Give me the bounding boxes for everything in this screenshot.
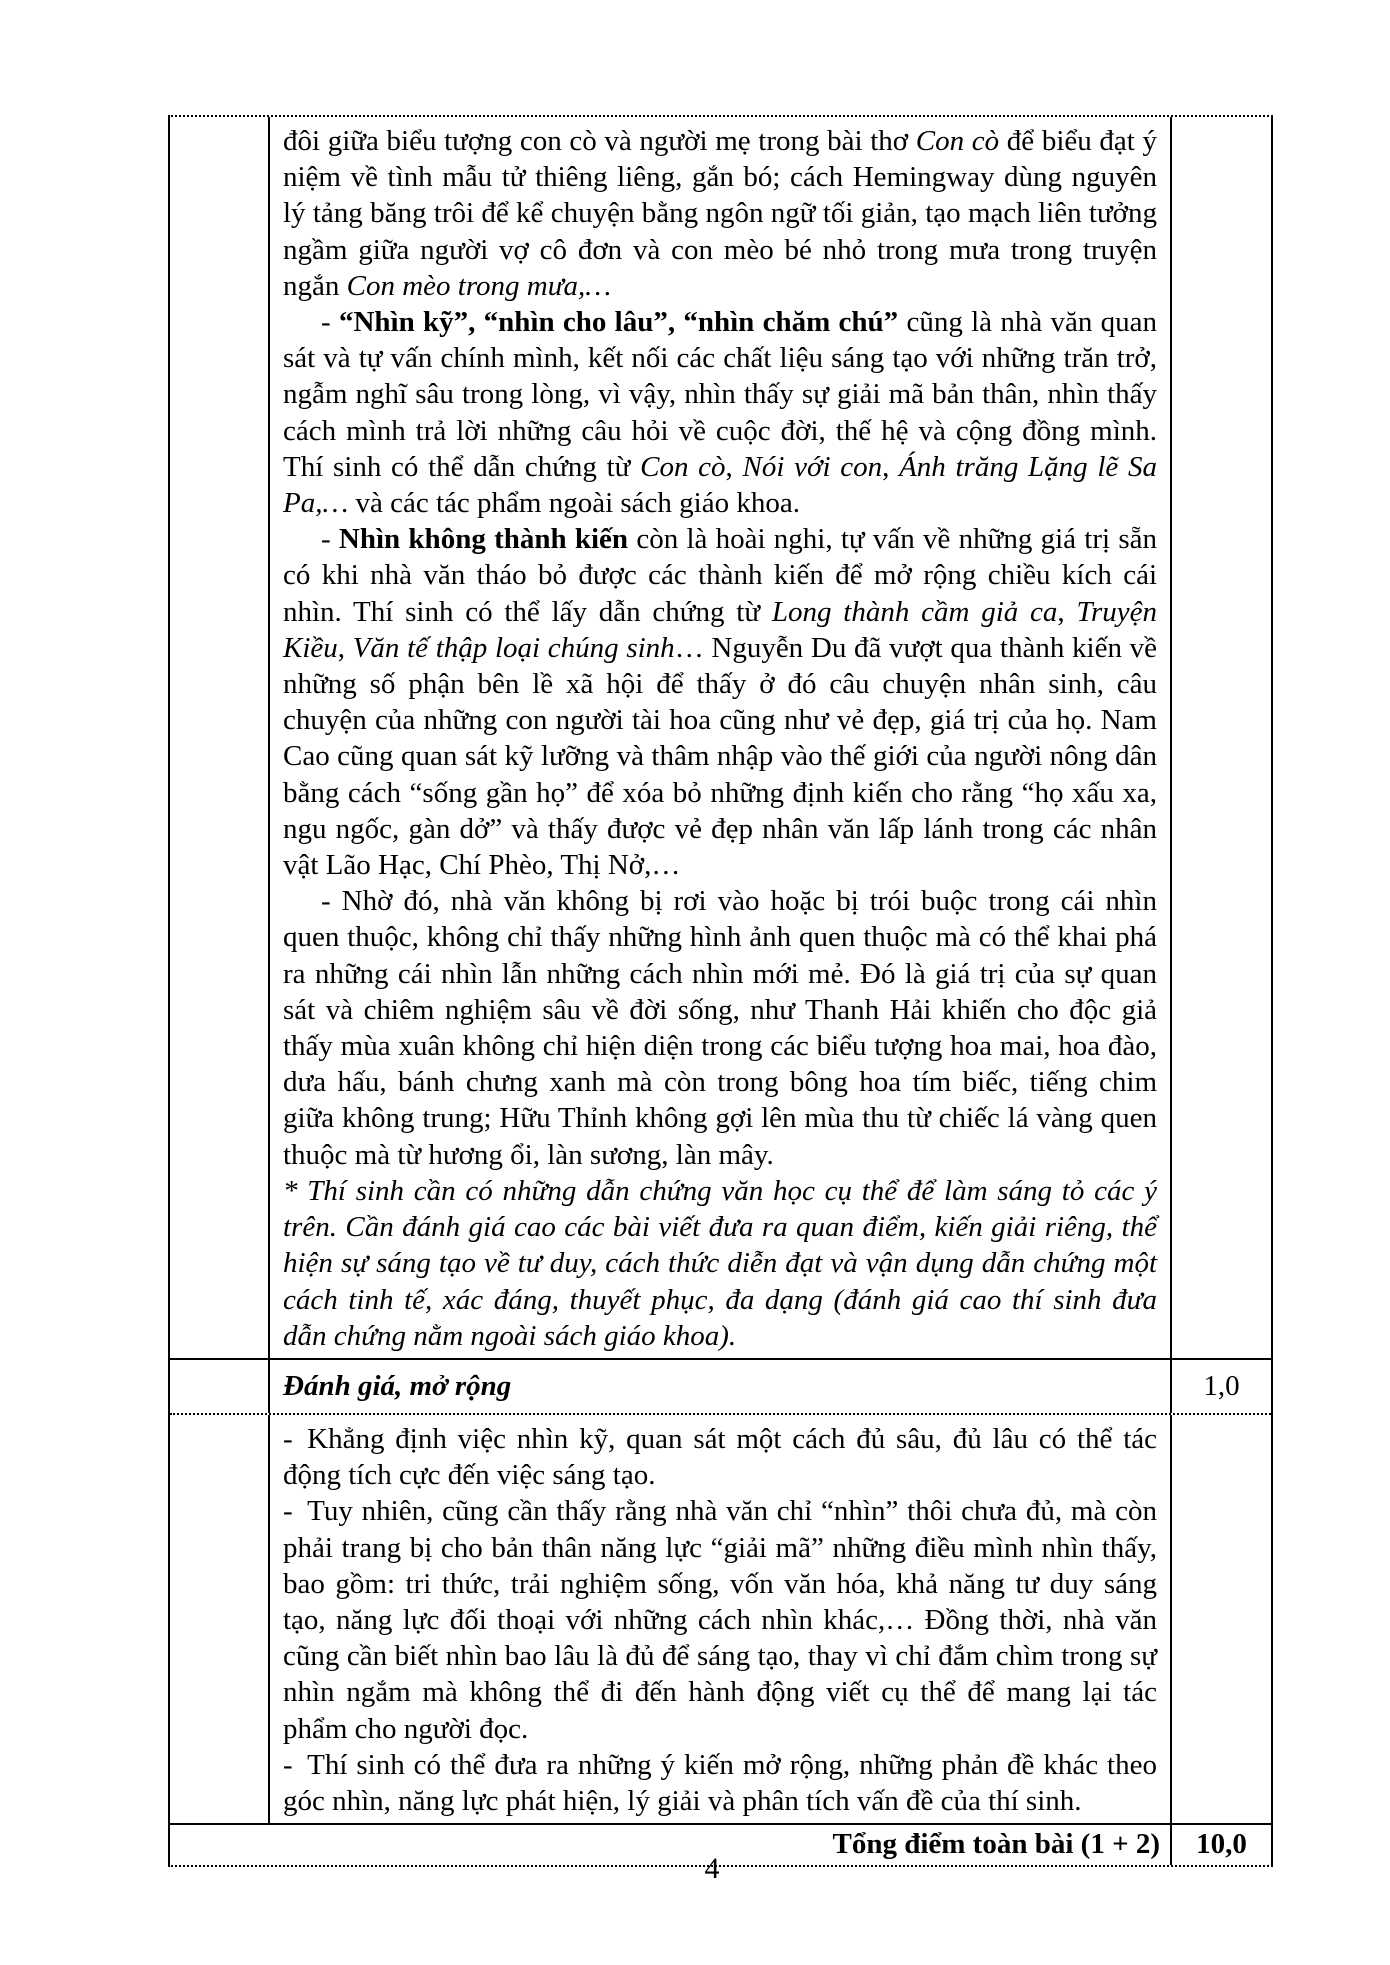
total-score-label: Tổng điểm toàn bài (1 + 2) [170,1825,1172,1865]
section-number-cell [170,1360,270,1413]
page-number: 4 [704,1852,720,1885]
evaluation-heading: Đánh giá, mở rộng [270,1360,1172,1413]
score-cell [1172,117,1271,1358]
grading-rubric-table [168,115,1273,1867]
paragraph-nho-do: - Nhờ đó, nhà văn không bị rơi vào hoặc bị trói buộc trong cái nhìn quen thuộc, không chỉ thấy những hình ảnh quen thuộc mà có thể khai phá ra những cái nhìn lẫn những cách nhìn mới mẻ. Đó là giá trị của sự quan sát và chiêm nghiệm sâu về đời sống, như Thanh Hải khiến cho độc giả thấy mùa xuân không chỉ hiện diện trong các biểu tượng hoa mai, hoa đào, dưa hấu, bánh chưng xanh mà còn trong bông hoa tím biếc, tiếng chim giữa không trung; Hữu Thỉnh không gợi lên mùa thu từ chiếc lá vàng quen thuộc mà từ hương ổi, làn sương, làn mây. [283,885,1157,1171]
paragraph-nhin-khong-thanh-kien: - Nhìn không thành kiến còn là hoài nghi, tự vấn về những giá trị sẵn có khi nhà văn tháo bỏ được các thành kiến để mở rộng chiều kích cái nhìn. Thí sinh có thể lấy dẫn chứng từ Long thành cầm giả ca, Truyện Kiều, Văn tế thập loại chúng sinh… Nguyễn Du đã vượt qua thành kiến về những số phận bên lề xã hội để thấy ở đó câu chuyện nhân sinh, câu chuyện của những con người tài hoa cũng như vẻ đẹp, giá trị của họ. Nam Cao cũng quan sát kỹ lưỡng và thâm nhập vào thế giới của người nông dân bằng cách “sống gần họ” để xóa bỏ những định kiến cho rằng “họ xấu xa, ngu ngốc, gàn dở” và thấy được vẻ đẹp nhân văn lấp lánh trong các nhân vật Lão Hạc, Chí Phèo, Thị Nở,… [283,523,1158,882]
section-number-cell [170,117,270,1358]
evaluation-body-row [170,1413,1271,1823]
paragraph-thi-sinh-mo-rong: - Thí sinh có thể đưa ra những ý kiến mở rộng, những phản đề khác theo góc nhìn, năng lực phát hiện, lý giải và phân tích vấn đề của thí sinh. [283,1748,1157,1817]
paragraph-khang-dinh: - Khẳng định việc nhìn kỹ, quan sát một cách đủ sâu, đủ lâu có thể tác động tích cực đến việc sáng tạo. [283,1422,1157,1492]
paragraph-examiner-note: * Thí sinh cần có những dẫn chứng văn học cụ thể để làm sáng tỏ các ý trên. Cần đánh giá cao các bài viết đưa ra quan điểm, kiến giải riêng, thể hiện sự sáng tạo về tư duy, cách thức diễn đạt và vận dụng dẫn chứng một cách tinh tế, xác đáng, thuyết phục, đa dạng (đánh giá cao thí sinh đưa dẫn chứng nằm ngoài sách giáo khoa). [283,1174,1157,1352]
score-value: 1,0 [1203,1369,1240,1402]
criteria-text-cell [270,117,1172,1358]
evaluation-text-cell [270,1415,1172,1823]
total-score-value: 10,0 [1196,1828,1247,1861]
continuation-row [170,117,1271,1358]
score-cell [1172,1415,1271,1823]
paragraph-nhin-ky: - “Nhìn kỹ”, “nhìn cho lâu”, “nhìn chăm chú” cũng là nhà văn quan sát và tự vấn chính mình, kết nối các chất liệu sáng tạo với những trăn trở, ngẫm nghĩ sâu trong lòng, vì vậy, nhìn thấy sự giải mã bản thân, nhìn thấy cách mình trả lời những câu hỏi về cuộc đời, thế hệ và cộng đồng mình. Thí sinh có thể dẫn chứng từ Con cò, Nói với con, Ánh trăng Lặng lẽ Sa Pa,… và các tác phẩm ngoài sách giáo khoa. [283,306,1158,520]
paragraph-tuy-nhien: - Tuy nhiên, cũng cần thấy rằng nhà văn chỉ “nhìn” thôi chưa đủ, mà còn phải trang bị cho bản thân năng lực “giải mã” những điều mình nhìn thấy, bao gồm: tri thức, trải nghiệm sống, vốn văn hóa, khả năng tư duy sáng tạo, năng lực đối thoại với những cách nhìn khác,… Đồng thời, nhà văn cũng cần biết nhìn bao lâu là đủ để sáng tạo, thay vì chỉ đắm chìm trong sự nhìn ngắm mà không thể đi đến hành động viết cụ thể để mang lại tác phẩm cho người đọc. [283,1495,1157,1745]
section-number-cell [170,1415,270,1823]
paragraph-symbolism-examples: đôi giữa biểu tượng con cò và người mẹ trong bài thơ Con cò để biểu đạt ý niệm về tình mẫu tử thiêng liêng, gắn bó; cách Hemingway dùng nguyên lý tảng băng trôi để kể chuyện bằng ngôn ngữ tối giản, tạo mạch liên tưởng ngầm giữa người vợ cô đơn và con mèo bé nhỏ trong mưa trong truyện ngắn Con mèo trong mưa,… [283,125,1157,302]
evaluation-heading-row [170,1358,1271,1413]
